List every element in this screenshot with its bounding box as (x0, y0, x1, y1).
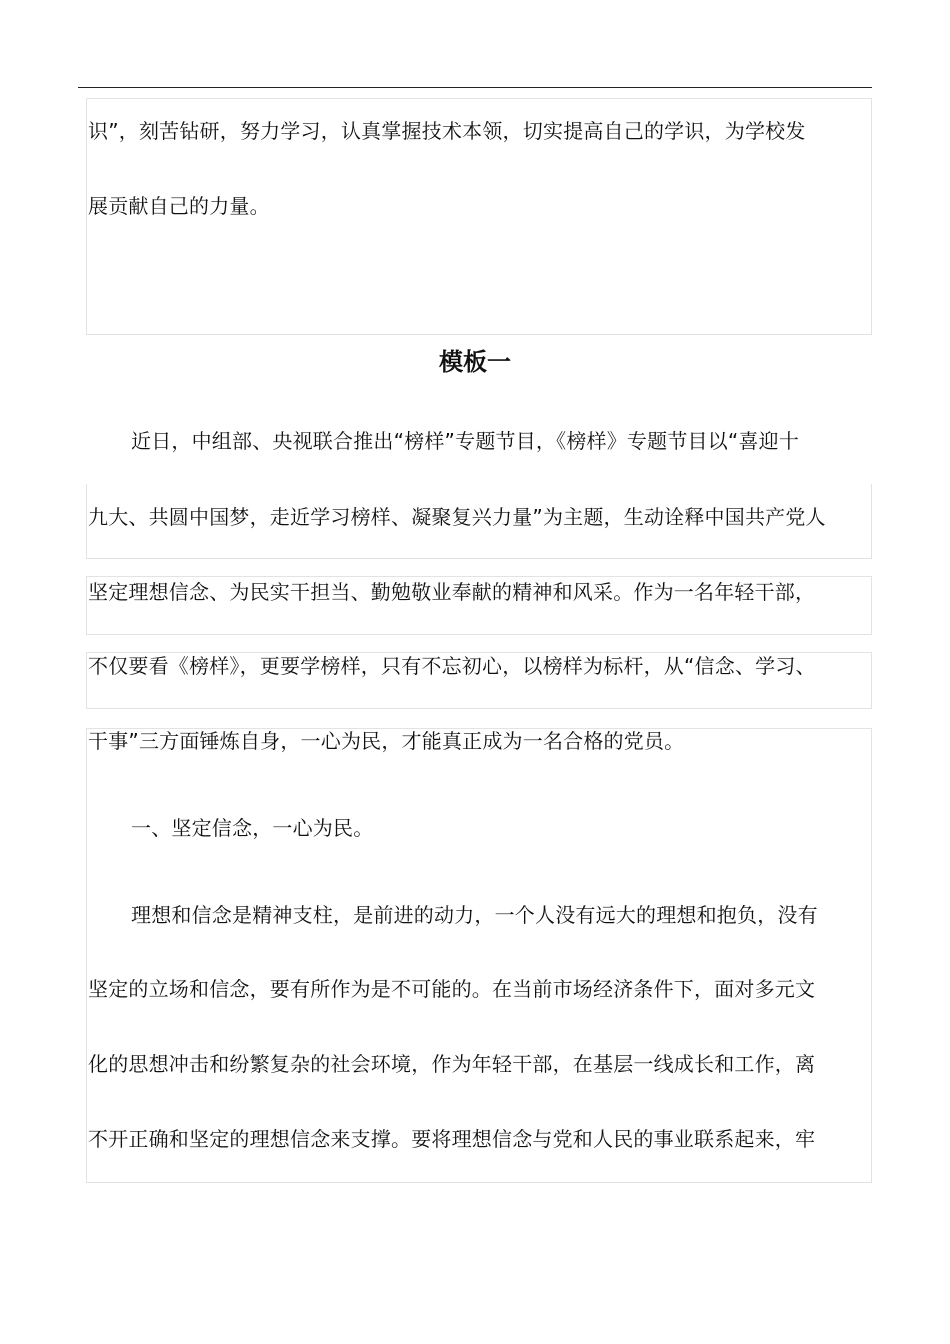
belief-paragraph-line: 化的思想冲击和纷繁复杂的社会环境，作为年轻干部，在基层一线成长和工作，离 (88, 1052, 816, 1076)
belief-paragraph-line: 理想和信念是精神支柱，是前进的动力，一个人没有远大的理想和抱负，没有 (131, 903, 818, 927)
belief-paragraph-line: 不开正确和坚定的理想信念来支撑。要将理想信念与党和人民的事业联系起来，牢 (88, 1127, 816, 1151)
intro-paragraph-line: 干事”三方面锤炼自身，一心为民，才能真正成为一名合格的党员。 (88, 729, 685, 753)
text-box-body (86, 728, 872, 1183)
belief-paragraph-line: 坚定的立场和信念，要有所作为是不可能的。在当前市场经济条件下，面对多元文 (88, 977, 816, 1001)
prev-paragraph-line: 识”，刻苦钻研，努力学习，认真掌握技术本领，切实提高自己的学识，为学校发 (88, 119, 806, 143)
subheading: 一、坚定信念，一心为民。 (131, 816, 374, 840)
intro-paragraph-line: 坚定理想信念、为民实干担当、勤勉敬业奉献的精神和风采。作为一名年轻干部， (88, 580, 816, 604)
intro-paragraph-line: 近日，中组部、央视联合推出“榜样”专题节目，《榜样》专题节目以“喜迎十 (131, 429, 800, 453)
intro-paragraph-line: 不仅要看《榜样》，更要学榜样，只有不忘初心，以榜样为标杆，从“信念、学习、 (88, 654, 816, 678)
section-title: 模板一 (439, 348, 511, 376)
intro-paragraph-line: 九大、共圆中国梦，走近学习榜样、凝聚复兴力量”为主题，生动诠释中国共产党人 (88, 505, 826, 529)
page-header-rule (78, 87, 872, 88)
prev-paragraph-line: 展贡献自己的力量。 (88, 194, 270, 218)
